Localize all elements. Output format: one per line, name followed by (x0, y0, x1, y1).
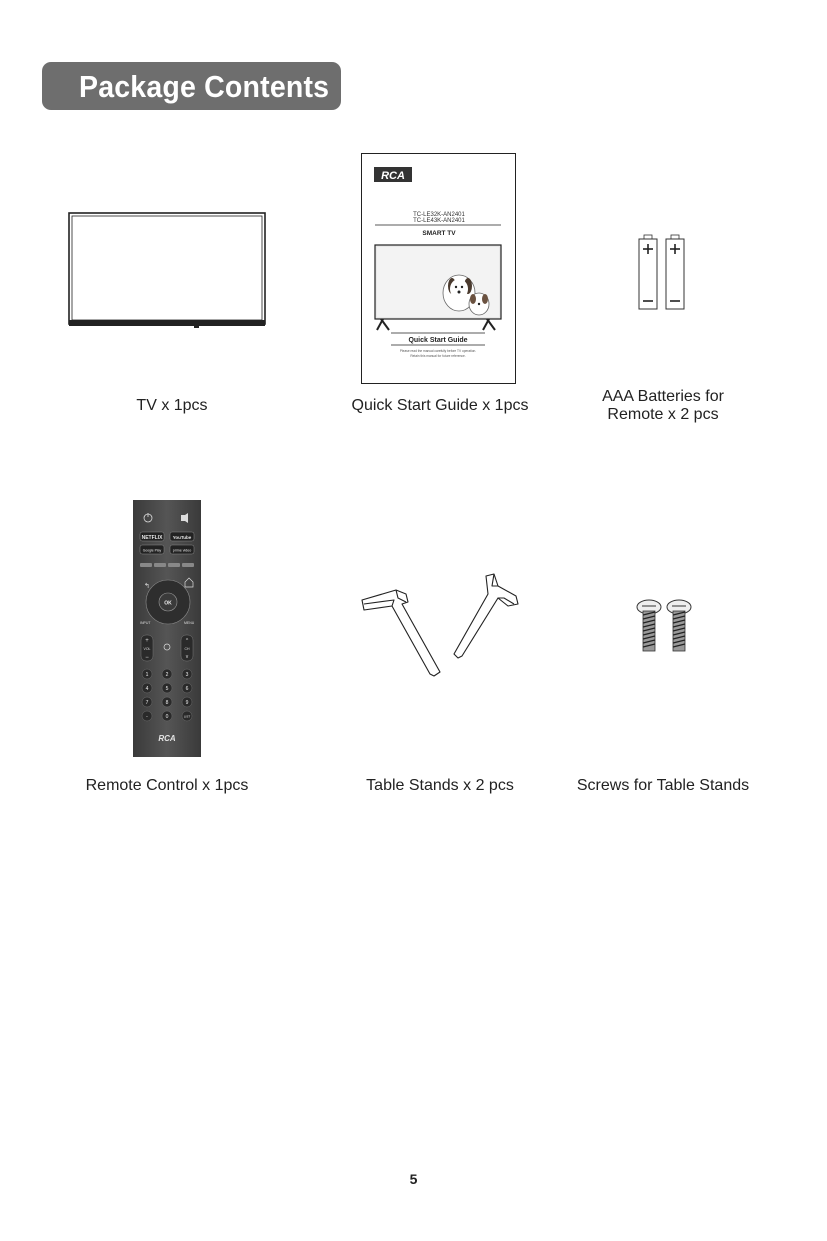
remote-key: 4 (145, 686, 149, 692)
guide-caption: Quick Start Guide x 1pcs (351, 397, 529, 414)
tv-illustration (68, 212, 268, 332)
guide-title: Quick Start Guide (408, 337, 468, 344)
remote-key: - (146, 714, 148, 720)
batteries-caption-line-1: AAA Batteries for (602, 388, 724, 405)
stand-right (454, 574, 518, 658)
quick-start-guide-illustration (361, 153, 515, 383)
guide-product: SMART TV (422, 230, 456, 237)
table-stands-illustration (358, 572, 532, 682)
page-number: 5 (409, 1171, 418, 1187)
stand-left (362, 590, 440, 676)
tv-caption: TV x 1pcs (136, 397, 208, 414)
remote-illustration (133, 500, 203, 757)
guide-model-1: TC-LE32K-AN2401 (413, 212, 465, 218)
remote-netflix-label: NETFLIX (141, 535, 163, 541)
remote-googleplay-label: Google Play (142, 548, 162, 553)
remote-input-label: INPUT (140, 621, 151, 625)
remote-key: LIST (183, 714, 191, 719)
remote-ok-label: OK (164, 600, 172, 607)
remote-key: 9 (185, 700, 189, 706)
remote-key: 6 (185, 686, 189, 692)
remote-ch-label: CH (184, 647, 190, 651)
page-title: Package Contents (79, 69, 330, 104)
remote-vol-label: VOL (143, 647, 151, 651)
stands-caption: Table Stands x 2 pcs (366, 777, 514, 794)
svg-text:−: − (145, 655, 149, 661)
guide-note-2: Retain this manual for future reference. (410, 354, 466, 358)
remote-key: 5 (165, 686, 169, 692)
batteries-illustration (636, 234, 692, 312)
svg-text:+: + (145, 638, 149, 644)
battery-2 (666, 235, 684, 309)
guide-model-2: TC-LE43K-AN2401 (413, 218, 465, 224)
screws-caption: Screws for Table Stands (576, 777, 750, 794)
remote-key: 2 (165, 672, 169, 678)
remote-key: 7 (145, 700, 149, 706)
screw-2 (667, 600, 691, 651)
remote-key: 3 (185, 672, 189, 678)
svg-text:v: v (185, 654, 189, 660)
section-header (42, 62, 341, 110)
remote-prime-label: prime video (172, 548, 192, 553)
guide-brand-logo: RCA (381, 170, 405, 182)
remote-key: 0 (165, 714, 169, 720)
guide-note-1: Please read the manual carefully before TV operation. (399, 349, 477, 353)
screws-illustration (634, 598, 696, 652)
remote-key: 1 (145, 672, 149, 678)
batteries-caption (563, 388, 763, 424)
screw-1 (637, 600, 661, 651)
battery-1 (639, 235, 657, 309)
remote-key: 8 (165, 700, 169, 706)
svg-text:^: ^ (185, 638, 189, 644)
remote-youtube-label: YouTube (172, 535, 192, 540)
remote-caption: Remote Control x 1pcs (85, 777, 249, 794)
remote-brand-logo: RCA (158, 734, 176, 743)
batteries-caption-line-2: Remote x 2 pcs (607, 406, 719, 423)
svg-text:↰: ↰ (144, 583, 150, 590)
remote-menu-label: MENU (184, 621, 195, 625)
